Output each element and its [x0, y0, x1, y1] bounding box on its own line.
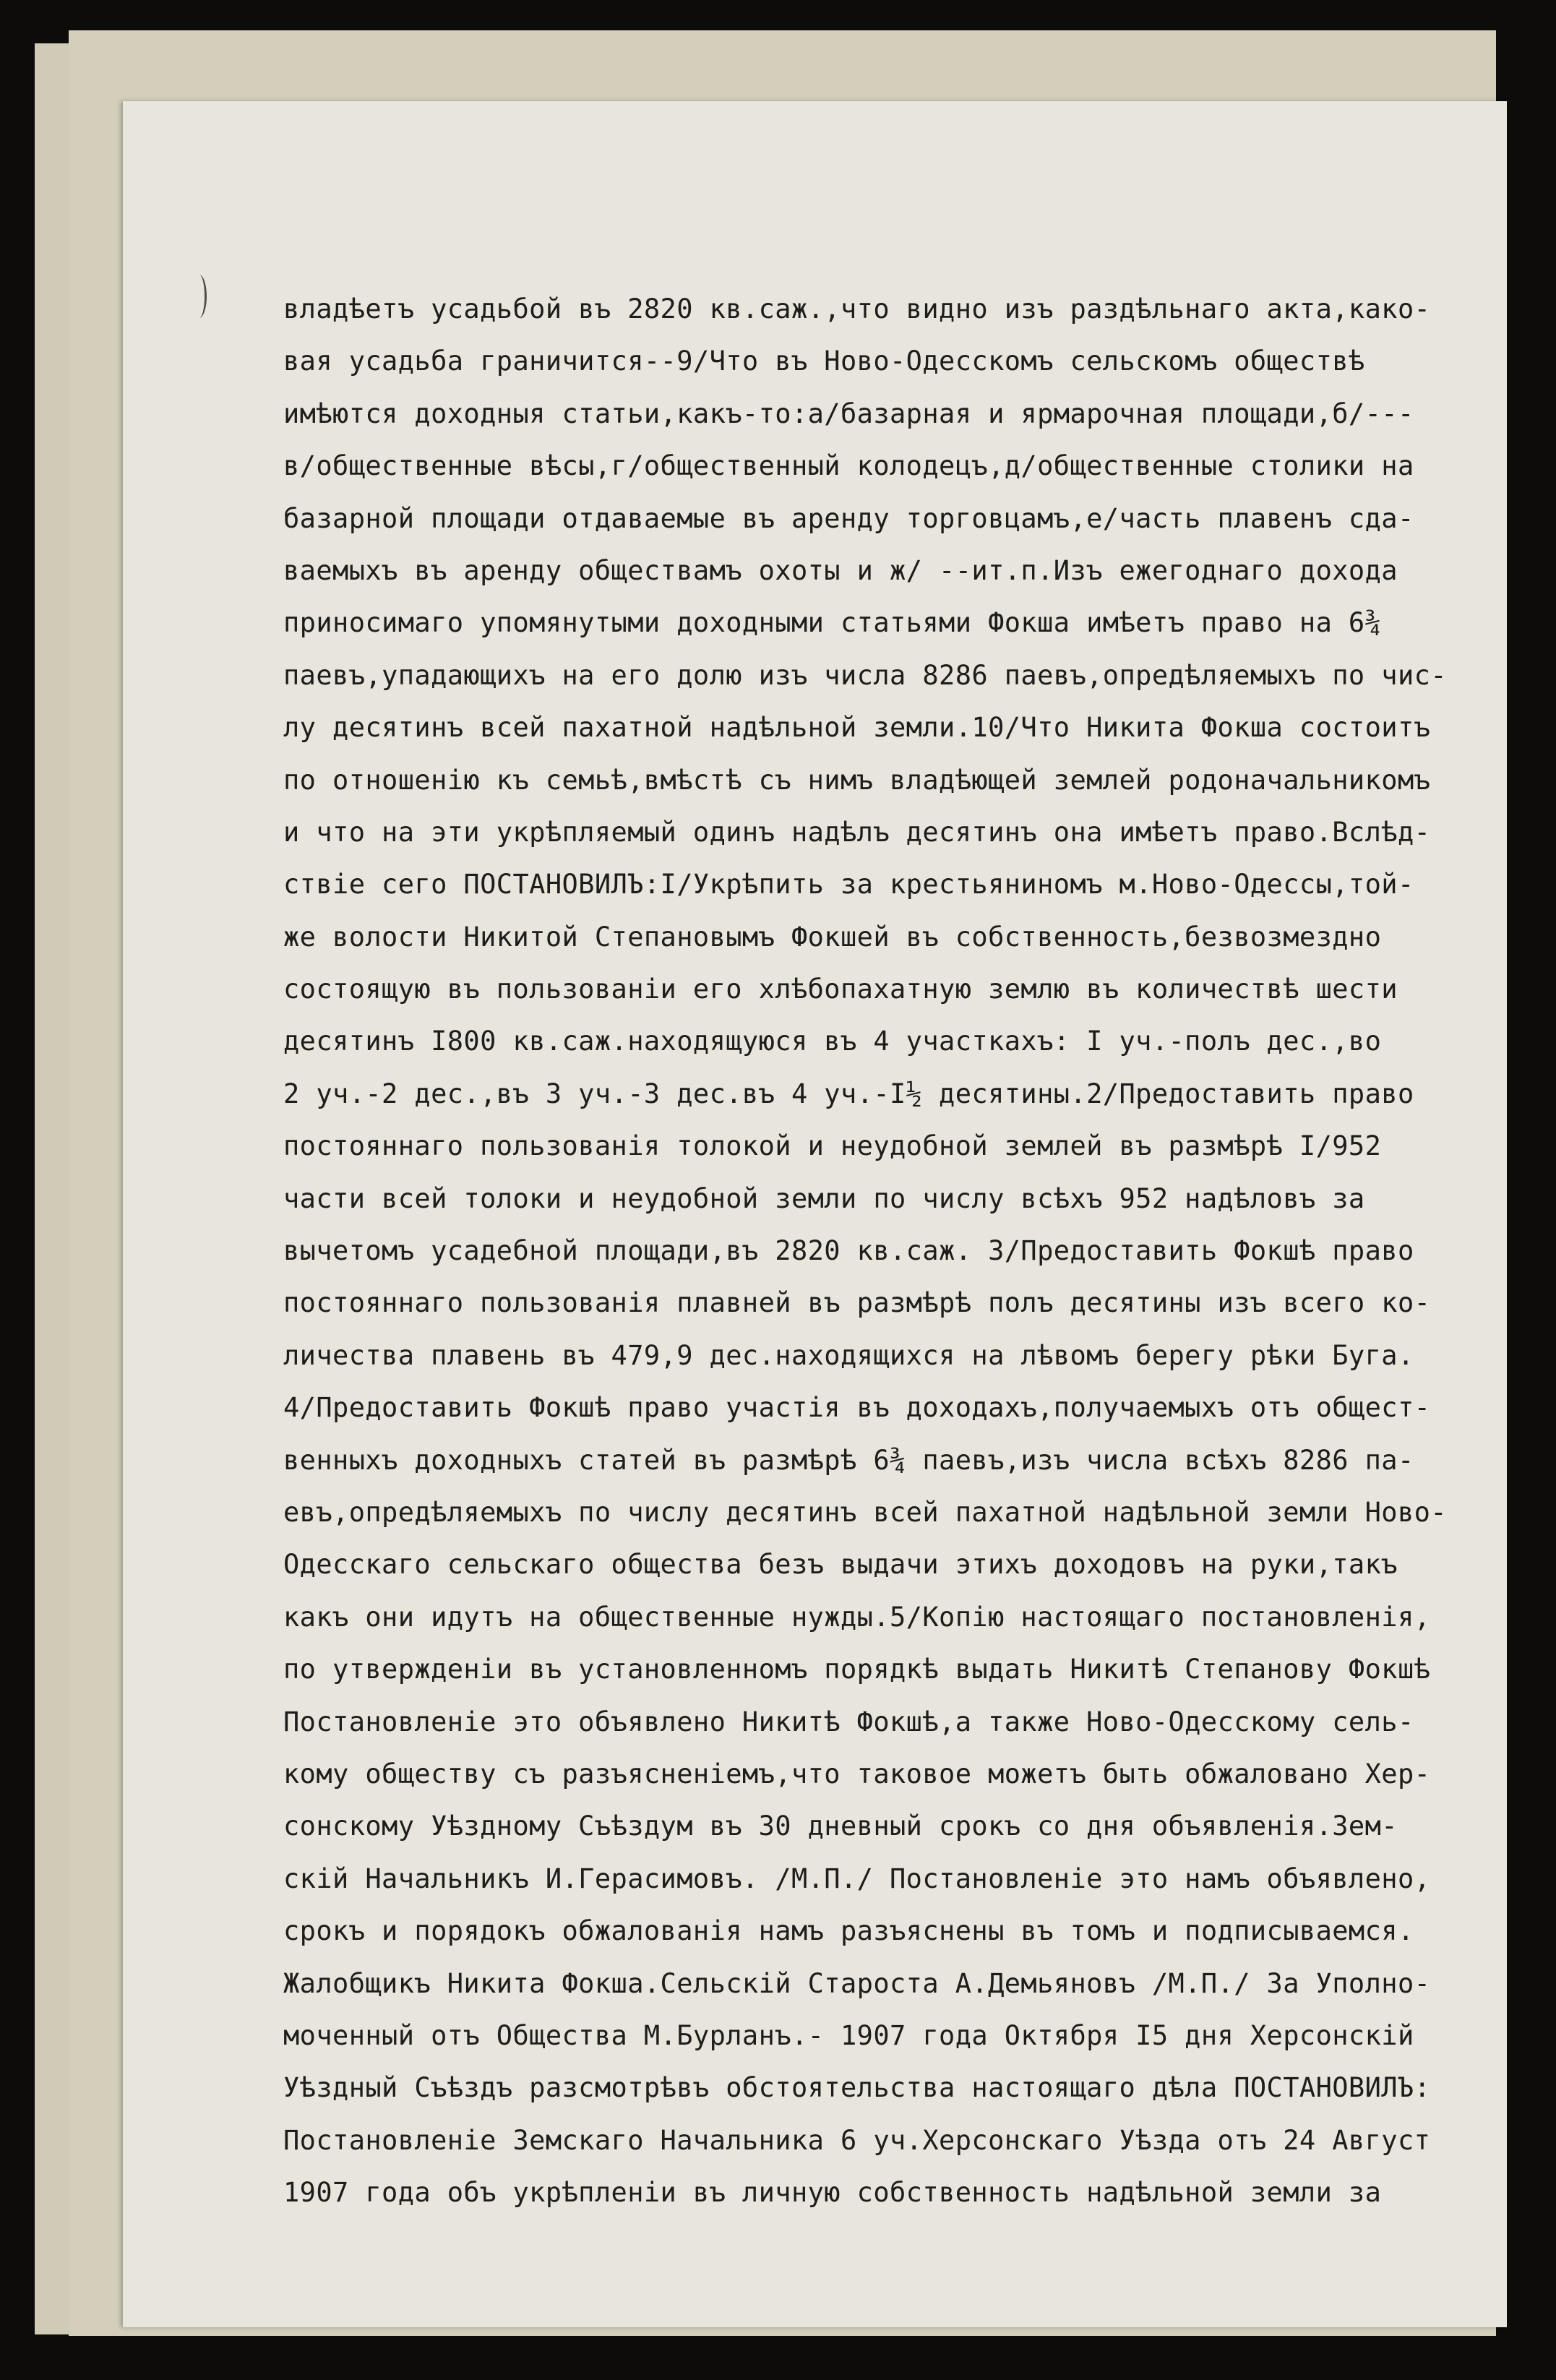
text-line: 2 уч.-2 дес.,въ 3 уч.-3 дес.въ 4 уч.-I½ десятины.2/Предоставить право [283, 1078, 1414, 1109]
text-line: какъ они идутъ на общественные нужды.5/Копію настоящаго постановленія, [283, 1601, 1431, 1633]
text-line: венныхъ доходныхъ статей въ размѣрѣ 6¾ паевъ,изъ числа всѣхъ 8286 па- [283, 1444, 1414, 1476]
text-line: состоящую въ пользованіи его хлѣбопахатную землю въ количествѣ шести [283, 974, 1398, 1005]
text-line: 4/Предоставить Фокшѣ право участія въ доходахъ,получаемыхъ отъ общест- [283, 1392, 1431, 1424]
text-line: по отношенію къ семьѣ,вмѣстѣ съ нимъ владѣющей землей родоначальникомъ [283, 764, 1431, 796]
text-line: имѣются доходныя статьи,какъ-то:а/базарная и ярмарочная площади,б/--- [283, 398, 1414, 429]
text-line: вычетомъ усадебной площади,въ 2820 кв.саж. 3/Предоставить Фокшѣ право [283, 1235, 1414, 1267]
text-line: постояннаго пользованія толокой и неудобной землей въ размѣрѣ I/952 [283, 1130, 1382, 1162]
text-line: ствіе сего ПОСТАНОВИЛЪ:I/Укрѣпить за крестьяниномъ м.Ново-Одессы,той- [283, 869, 1414, 901]
text-line: 1907 года объ укрѣпленіи въ личную собственность надѣльной земли за [283, 2177, 1382, 2209]
text-line: кому обществу съ разъясненіемъ,что таковое можетъ быть обжаловано Хер- [283, 1758, 1431, 1790]
text-line: моченный отъ Общества М.Бурланъ.- 1907 года Октября I5 дня Херсонскій [283, 2019, 1414, 2051]
text-line: части всей толоки и неудобной земли по числу всѣхъ 952 надѣловъ за [283, 1182, 1365, 1214]
margin-pencil-mark [192, 275, 207, 318]
text-line: сонскому Уѣздному Съѣздум въ 30 дневный срокъ со дня объявленія.Зем- [283, 1810, 1398, 1842]
text-line: постояннаго пользованія плавней въ размѣрѣ полъ десятины изъ всего ко- [283, 1287, 1431, 1319]
text-line: базарной площади отдаваемые въ аренду торговцамъ,е/часть плавенъ сда- [283, 502, 1414, 534]
text-line: Одесскаго сельскаго общества безъ выдачи этихъ доходовъ на руки,такъ [283, 1549, 1398, 1581]
text-line: скій Начальникъ И.Герасимовъ. /М.П./ Постановленіе это намъ объявлено, [283, 1863, 1431, 1894]
text-line: в/общественные вѣсы,г/общественный колодецъ,д/общественные столики на [283, 450, 1414, 482]
text-line: и что на эти укрѣпляемый одинъ надѣлъ десятинъ она имѣетъ право.Вслѣд- [283, 816, 1431, 848]
text-line: Жалобщикъ Никита Фокша.Сельскій Староста А.Демьяновъ /М.П./ За Уполно- [283, 1967, 1431, 1999]
text-line: Постановленіе Земскаго Начальника 6 уч.Херсонскаго Уѣзда отъ 24 Август [283, 2124, 1431, 2156]
text-line: Уѣздный Съѣздъ разсмотрѣвъ обстоятельства настоящаго дѣла ПОСТАНОВИЛЪ: [283, 2072, 1431, 2104]
text-line: срокъ и порядокъ обжалованія намъ разъяснены въ томъ и подписываемся. [283, 1915, 1414, 1947]
text-line: евъ,опредѣляемыхъ по числу десятинъ всей пахатной надѣльной земли Ново- [283, 1496, 1447, 1528]
text-line: личества плавень въ 479,9 дес.находящихся на лѣвомъ берегу рѣки Буга. [283, 1339, 1414, 1371]
text-line: лу десятинъ всей пахатной надѣльной земли.10/Что Никита Фокша состоитъ [283, 712, 1431, 744]
text-line: Постановленіе это объявлено Никитѣ Фокшѣ,а также Ново-Одесскому сель- [283, 1706, 1414, 1737]
text-line: владѣетъ усадьбой въ 2820 кв.саж.,что видно изъ раздѣльнаго акта,како- [283, 293, 1431, 325]
text-line: ваемыхъ въ аренду обществамъ охоты и ж/ --ит.п.Изъ ежегоднаго дохода [283, 554, 1398, 586]
document-body [283, 283, 1512, 2219]
text-line: паевъ,упадающихъ на его долю изъ числа 8286 паевъ,опредѣляемыхъ по чис- [283, 659, 1447, 691]
text-line: вая усадьба граничится--9/Что въ Ново-Одесскомъ сельскомъ обществѣ [283, 345, 1365, 377]
text-line: приносимаго упомянутыми доходными статьями Фокша имѣетъ право на 6¾ [283, 607, 1382, 639]
text-line: же волости Никитой Степановымъ Фокшей въ собственность,безвозмездно [283, 921, 1382, 953]
text-line: десятинъ I800 кв.саж.находящуюся въ 4 участкахъ: I уч.-полъ дес.,во [283, 1026, 1382, 1057]
text-line: по утвержденіи въ установленномъ порядкѣ выдать Никитѣ Степанову Фокшѣ [283, 1654, 1431, 1685]
